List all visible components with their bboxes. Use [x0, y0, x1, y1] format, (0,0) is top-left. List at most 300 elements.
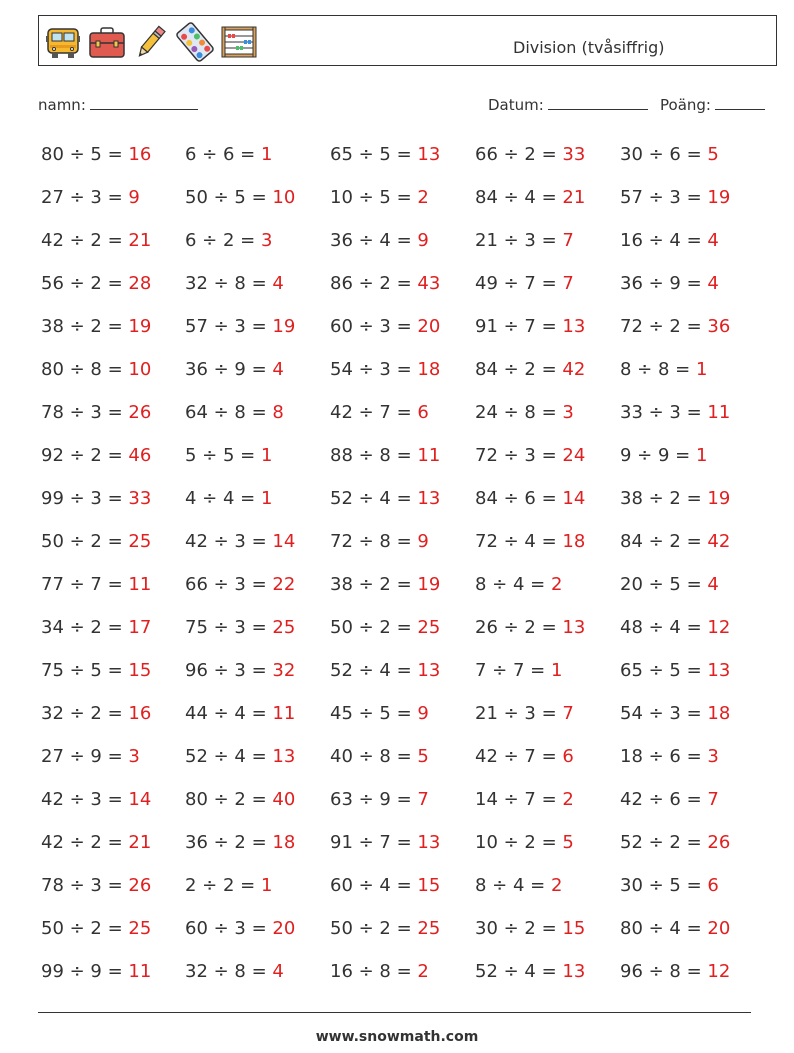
- problem-question: 5 ÷ 5 =: [185, 445, 256, 466]
- problem-question: 42 ÷ 3 =: [41, 789, 123, 810]
- problem-question: 54 ÷ 3 =: [620, 703, 702, 724]
- problem-item: [330, 660, 440, 682]
- problem-question: 92 ÷ 2 =: [41, 445, 123, 466]
- problem-question: 57 ÷ 3 =: [185, 316, 267, 337]
- problem-answer: 32: [272, 660, 296, 681]
- name-field: [38, 95, 198, 114]
- problem-answer: 4: [707, 273, 719, 294]
- problem-question: 27 ÷ 3 =: [41, 187, 123, 208]
- problem-item: [41, 789, 151, 811]
- problem-question: 91 ÷ 7 =: [330, 832, 412, 853]
- problem-item: [475, 789, 574, 811]
- date-field: [488, 95, 648, 114]
- problem-item: [41, 703, 151, 725]
- problem-answer: 33: [562, 144, 586, 165]
- paint-palette-icon: [175, 22, 215, 62]
- problem-question: 38 ÷ 2 =: [41, 316, 123, 337]
- problem-answer: 15: [417, 875, 441, 896]
- problem-item: [41, 488, 151, 510]
- problem-item: [41, 273, 151, 295]
- problem-item: [185, 660, 295, 682]
- problem-question: 27 ÷ 9 =: [41, 746, 123, 767]
- problem-item: [330, 230, 429, 252]
- problem-answer: 3: [562, 402, 574, 423]
- problem-answer: 18: [562, 531, 586, 552]
- problem-question: 84 ÷ 6 =: [475, 488, 557, 509]
- problem-question: 18 ÷ 6 =: [620, 746, 702, 767]
- problem-item: [475, 359, 585, 381]
- problem-item: [330, 875, 440, 897]
- problem-question: 42 ÷ 3 =: [185, 531, 267, 552]
- problem-item: [620, 230, 719, 252]
- pencil-icon: [131, 22, 171, 62]
- problem-answer: 3: [128, 746, 140, 767]
- footer-url: www.snowmath.com: [315, 1029, 479, 1045]
- problem-item: [330, 617, 440, 639]
- problem-answer: 5: [562, 832, 574, 853]
- problem-item: [185, 488, 272, 510]
- problem-item: [185, 316, 295, 338]
- problem-answer: 19: [128, 316, 152, 337]
- problem-answer: 4: [707, 574, 719, 595]
- problem-item: [41, 832, 151, 854]
- problem-answer: 11: [272, 703, 296, 724]
- problem-answer: 5: [707, 144, 719, 165]
- problem-item: [475, 402, 574, 424]
- problem-question: 33 ÷ 3 =: [620, 402, 702, 423]
- problem-question: 65 ÷ 5 =: [620, 660, 702, 681]
- problem-answer: 13: [417, 832, 441, 853]
- problem-question: 80 ÷ 2 =: [185, 789, 267, 810]
- problem-answer: 11: [417, 445, 441, 466]
- problem-item: [620, 531, 730, 553]
- problem-answer: 11: [128, 574, 152, 595]
- problem-answer: 25: [272, 617, 296, 638]
- problem-question: 42 ÷ 2 =: [41, 230, 123, 251]
- problem-question: 30 ÷ 2 =: [475, 918, 557, 939]
- problem-item: [330, 961, 429, 983]
- problem-answer: 26: [707, 832, 731, 853]
- problem-question: 2 ÷ 2 =: [185, 875, 256, 896]
- problem-answer: 25: [128, 531, 152, 552]
- problem-answer: 43: [417, 273, 441, 294]
- problem-item: [41, 144, 151, 166]
- problem-question: 72 ÷ 8 =: [330, 531, 412, 552]
- problem-answer: 19: [417, 574, 441, 595]
- problem-item: [41, 531, 151, 553]
- problem-item: [185, 273, 284, 295]
- abacus-icon: [219, 22, 259, 62]
- problem-item: [475, 961, 585, 983]
- problem-answer: 6: [417, 402, 429, 423]
- problem-question: 8 ÷ 4 =: [475, 574, 546, 595]
- problem-question: 24 ÷ 8 =: [475, 402, 557, 423]
- problem-item: [620, 402, 730, 424]
- problem-item: [185, 230, 272, 252]
- problem-answer: 7: [562, 273, 574, 294]
- problem-answer: 16: [128, 144, 152, 165]
- date-label: Datum:: [488, 96, 544, 114]
- problem-question: 6 ÷ 2 =: [185, 230, 256, 251]
- problem-item: [330, 488, 440, 510]
- problem-item: [185, 445, 272, 467]
- problem-question: 57 ÷ 3 =: [620, 187, 702, 208]
- problem-question: 34 ÷ 2 =: [41, 617, 123, 638]
- problem-answer: 13: [562, 617, 586, 638]
- problem-answer: 12: [707, 961, 731, 982]
- problem-answer: 1: [260, 445, 273, 466]
- problem-question: 36 ÷ 4 =: [330, 230, 412, 251]
- problem-question: 72 ÷ 3 =: [475, 445, 557, 466]
- problem-answer: 1: [260, 875, 273, 896]
- problem-item: [41, 187, 140, 209]
- problem-item: [620, 660, 730, 682]
- problem-item: [330, 187, 429, 209]
- problem-question: 36 ÷ 9 =: [620, 273, 702, 294]
- problem-answer: 7: [417, 789, 429, 810]
- problem-answer: 6: [562, 746, 574, 767]
- problem-answer: 13: [562, 316, 586, 337]
- problem-item: [475, 488, 585, 510]
- problem-answer: 42: [707, 531, 731, 552]
- problem-answer: 2: [417, 961, 429, 982]
- problem-question: 80 ÷ 4 =: [620, 918, 702, 939]
- problem-question: 99 ÷ 9 =: [41, 961, 123, 982]
- problem-item: [620, 445, 707, 467]
- problem-question: 16 ÷ 8 =: [330, 961, 412, 982]
- problem-item: [41, 230, 151, 252]
- problem-answer: 33: [128, 488, 152, 509]
- problem-item: [185, 961, 284, 983]
- problem-item: [41, 574, 151, 596]
- problem-question: 84 ÷ 2 =: [475, 359, 557, 380]
- problem-answer: 2: [417, 187, 429, 208]
- problem-question: 49 ÷ 7 =: [475, 273, 557, 294]
- problem-item: [330, 316, 440, 338]
- name-label: namn:: [38, 96, 86, 114]
- problem-question: 66 ÷ 3 =: [185, 574, 267, 595]
- problem-question: 38 ÷ 2 =: [330, 574, 412, 595]
- problem-question: 14 ÷ 7 =: [475, 789, 557, 810]
- problem-item: [41, 746, 140, 768]
- problem-item: [620, 703, 730, 725]
- problem-item: [330, 531, 429, 553]
- problem-question: 52 ÷ 4 =: [185, 746, 267, 767]
- problem-item: [185, 789, 295, 811]
- problem-answer: 11: [707, 402, 731, 423]
- problem-question: 75 ÷ 3 =: [185, 617, 267, 638]
- problem-answer: 12: [707, 617, 731, 638]
- score-line: [715, 95, 765, 110]
- problem-question: 75 ÷ 5 =: [41, 660, 123, 681]
- problem-answer: 14: [272, 531, 296, 552]
- problem-answer: 16: [128, 703, 152, 724]
- problem-question: 45 ÷ 5 =: [330, 703, 412, 724]
- problem-item: [620, 273, 719, 295]
- problem-question: 56 ÷ 2 =: [41, 273, 123, 294]
- problem-item: [185, 144, 272, 166]
- problem-question: 20 ÷ 5 =: [620, 574, 702, 595]
- problem-answer: 36: [707, 316, 731, 337]
- problem-question: 32 ÷ 2 =: [41, 703, 123, 724]
- problem-item: [620, 961, 730, 983]
- problem-question: 96 ÷ 3 =: [185, 660, 267, 681]
- problem-item: [330, 832, 440, 854]
- problem-item: [41, 316, 151, 338]
- problem-item: [41, 402, 151, 424]
- problem-question: 9 ÷ 9 =: [620, 445, 691, 466]
- problem-item: [620, 918, 730, 940]
- problem-answer: 1: [695, 359, 708, 380]
- problem-item: [330, 445, 440, 467]
- problem-item: [475, 574, 562, 596]
- problem-item: [330, 746, 429, 768]
- problem-item: [620, 789, 719, 811]
- problem-answer: 21: [562, 187, 586, 208]
- problem-item: [620, 144, 719, 166]
- problem-question: 60 ÷ 4 =: [330, 875, 412, 896]
- problem-answer: 17: [128, 617, 152, 638]
- problem-answer: 20: [707, 918, 731, 939]
- problem-question: 21 ÷ 3 =: [475, 703, 557, 724]
- name-line: [90, 95, 198, 110]
- date-line: [548, 95, 648, 110]
- problem-answer: 3: [707, 746, 719, 767]
- problem-answer: 15: [562, 918, 586, 939]
- problem-question: 21 ÷ 3 =: [475, 230, 557, 251]
- problem-answer: 4: [272, 359, 284, 380]
- problem-item: [475, 832, 574, 854]
- briefcase-icon: [87, 22, 127, 62]
- problem-answer: 13: [417, 660, 441, 681]
- problem-item: [475, 703, 574, 725]
- problem-question: 52 ÷ 4 =: [330, 660, 412, 681]
- problem-question: 40 ÷ 8 =: [330, 746, 412, 767]
- problem-item: [475, 875, 562, 897]
- problem-question: 60 ÷ 3 =: [185, 918, 267, 939]
- problem-question: 50 ÷ 2 =: [330, 617, 412, 638]
- problem-question: 50 ÷ 2 =: [41, 531, 123, 552]
- problem-question: 50 ÷ 5 =: [185, 187, 267, 208]
- problem-item: [185, 617, 295, 639]
- problem-item: [330, 789, 429, 811]
- problem-answer: 1: [550, 660, 563, 681]
- problem-answer: 13: [562, 961, 586, 982]
- problem-question: 30 ÷ 5 =: [620, 875, 702, 896]
- problem-question: 10 ÷ 5 =: [330, 187, 412, 208]
- problem-answer: 13: [417, 144, 441, 165]
- problem-question: 38 ÷ 2 =: [620, 488, 702, 509]
- problem-answer: 9: [128, 187, 140, 208]
- problem-question: 65 ÷ 5 =: [330, 144, 412, 165]
- problem-item: [620, 574, 719, 596]
- problem-item: [330, 574, 440, 596]
- problem-item: [475, 187, 585, 209]
- problem-question: 10 ÷ 2 =: [475, 832, 557, 853]
- problem-answer: 3: [260, 230, 273, 251]
- problem-question: 80 ÷ 8 =: [41, 359, 123, 380]
- problem-answer: 4: [272, 961, 284, 982]
- problem-answer: 19: [707, 488, 731, 509]
- problem-answer: 18: [707, 703, 731, 724]
- problem-answer: 28: [128, 273, 152, 294]
- problem-answer: 20: [272, 918, 296, 939]
- problem-answer: 7: [707, 789, 719, 810]
- problem-question: 32 ÷ 8 =: [185, 273, 267, 294]
- problem-answer: 10: [128, 359, 152, 380]
- problem-item: [620, 617, 730, 639]
- problem-answer: 9: [417, 531, 429, 552]
- problem-item: [185, 359, 284, 381]
- problem-item: [475, 660, 562, 682]
- problem-question: 50 ÷ 2 =: [330, 918, 412, 939]
- problem-answer: 15: [128, 660, 152, 681]
- problem-question: 8 ÷ 4 =: [475, 875, 546, 896]
- problem-question: 8 ÷ 8 =: [620, 359, 691, 380]
- problem-answer: 46: [128, 445, 152, 466]
- problem-item: [330, 359, 440, 381]
- problem-question: 44 ÷ 4 =: [185, 703, 267, 724]
- school-bus-icon: [43, 22, 83, 62]
- problem-answer: 19: [707, 187, 731, 208]
- problem-item: [185, 918, 295, 940]
- worksheet-header: [38, 15, 777, 66]
- problem-item: [185, 187, 295, 209]
- problem-answer: 1: [260, 144, 273, 165]
- problem-item: [475, 617, 585, 639]
- problem-answer: 19: [272, 316, 296, 337]
- problem-answer: 1: [260, 488, 273, 509]
- problem-question: 72 ÷ 4 =: [475, 531, 557, 552]
- problem-item: [41, 359, 151, 381]
- problem-answer: 2: [550, 574, 563, 595]
- problem-item: [620, 316, 730, 338]
- problem-item: [41, 961, 151, 983]
- problem-item: [475, 531, 585, 553]
- problem-answer: 4: [272, 273, 284, 294]
- problem-question: 88 ÷ 8 =: [330, 445, 412, 466]
- problem-item: [620, 488, 730, 510]
- problem-question: 42 ÷ 6 =: [620, 789, 702, 810]
- header-icons: [43, 22, 259, 62]
- problem-item: [475, 746, 574, 768]
- problem-item: [185, 531, 295, 553]
- problem-answer: 25: [417, 617, 441, 638]
- problem-question: 80 ÷ 5 =: [41, 144, 123, 165]
- problem-question: 66 ÷ 2 =: [475, 144, 557, 165]
- problem-answer: 25: [128, 918, 152, 939]
- problem-question: 63 ÷ 9 =: [330, 789, 412, 810]
- problem-answer: 22: [272, 574, 296, 595]
- problem-question: 77 ÷ 7 =: [41, 574, 123, 595]
- problem-question: 96 ÷ 8 =: [620, 961, 702, 982]
- problem-answer: 40: [272, 789, 296, 810]
- problem-answer: 24: [562, 445, 586, 466]
- problem-answer: 21: [128, 832, 152, 853]
- problem-question: 91 ÷ 7 =: [475, 316, 557, 337]
- score-label: Poäng:: [660, 96, 711, 114]
- problem-question: 54 ÷ 3 =: [330, 359, 412, 380]
- problem-question: 84 ÷ 4 =: [475, 187, 557, 208]
- problem-answer: 26: [128, 875, 152, 896]
- problem-item: [185, 402, 284, 424]
- problem-answer: 7: [562, 703, 574, 724]
- problem-answer: 18: [417, 359, 441, 380]
- problem-item: [41, 617, 151, 639]
- score-field: [660, 95, 765, 114]
- problem-item: [475, 918, 585, 940]
- worksheet-title: Division (tvåsiffrig): [513, 38, 665, 57]
- problem-item: [475, 230, 574, 252]
- problem-question: 42 ÷ 7 =: [475, 746, 557, 767]
- problem-question: 30 ÷ 6 =: [620, 144, 702, 165]
- problem-answer: 2: [550, 875, 563, 896]
- problem-question: 99 ÷ 3 =: [41, 488, 123, 509]
- problem-question: 64 ÷ 8 =: [185, 402, 267, 423]
- problem-question: 7 ÷ 7 =: [475, 660, 546, 681]
- problem-item: [330, 144, 440, 166]
- problem-item: [475, 316, 585, 338]
- problem-answer: 26: [128, 402, 152, 423]
- problem-question: 6 ÷ 6 =: [185, 144, 256, 165]
- problem-answer: 13: [417, 488, 441, 509]
- problem-answer: 9: [417, 703, 429, 724]
- problem-item: [330, 273, 440, 295]
- problem-answer: 25: [417, 918, 441, 939]
- problem-question: 52 ÷ 4 =: [475, 961, 557, 982]
- problem-answer: 11: [128, 961, 152, 982]
- problem-item: [620, 359, 707, 381]
- problem-answer: 10: [272, 187, 296, 208]
- problem-answer: 42: [562, 359, 586, 380]
- problem-question: 60 ÷ 3 =: [330, 316, 412, 337]
- problem-question: 32 ÷ 8 =: [185, 961, 267, 982]
- problem-answer: 2: [562, 789, 574, 810]
- problem-item: [41, 660, 151, 682]
- problem-question: 52 ÷ 4 =: [330, 488, 412, 509]
- problem-item: [330, 703, 429, 725]
- problem-answer: 14: [562, 488, 586, 509]
- problem-question: 72 ÷ 2 =: [620, 316, 702, 337]
- problem-question: 42 ÷ 7 =: [330, 402, 412, 423]
- problem-question: 36 ÷ 9 =: [185, 359, 267, 380]
- problem-question: 86 ÷ 2 =: [330, 273, 412, 294]
- problem-answer: 13: [272, 746, 296, 767]
- problem-answer: 5: [417, 746, 429, 767]
- problem-answer: 8: [272, 402, 284, 423]
- problem-answer: 1: [695, 445, 708, 466]
- problem-item: [330, 918, 440, 940]
- problem-answer: 7: [562, 230, 574, 251]
- problem-item: [185, 703, 295, 725]
- problem-item: [475, 144, 585, 166]
- problem-question: 26 ÷ 2 =: [475, 617, 557, 638]
- problem-answer: 18: [272, 832, 296, 853]
- problem-question: 4 ÷ 4 =: [185, 488, 256, 509]
- problem-answer: 9: [417, 230, 429, 251]
- problem-question: 42 ÷ 2 =: [41, 832, 123, 853]
- problem-item: [185, 832, 295, 854]
- problem-item: [620, 832, 730, 854]
- problem-question: 84 ÷ 2 =: [620, 531, 702, 552]
- problem-question: 50 ÷ 2 =: [41, 918, 123, 939]
- problem-item: [620, 746, 719, 768]
- problem-answer: 20: [417, 316, 441, 337]
- problem-item: [620, 875, 719, 897]
- footer-divider: [38, 1012, 751, 1013]
- problem-question: 16 ÷ 4 =: [620, 230, 702, 251]
- problem-answer: 13: [707, 660, 731, 681]
